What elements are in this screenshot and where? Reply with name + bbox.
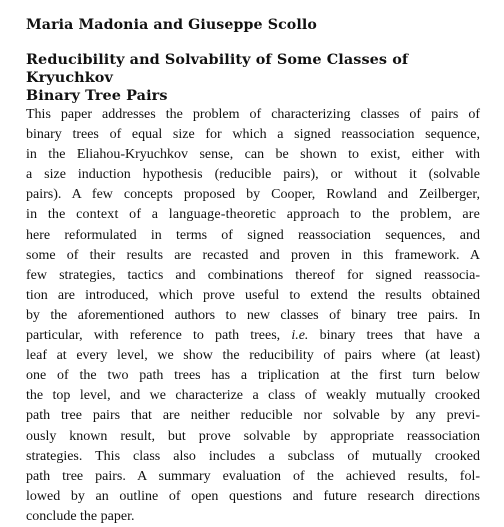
abstract-line: particular, with reference to path trees, i.e. binary trees that have a [26, 328, 480, 344]
abstract-line: tion are introduced, which prove useful to extend the results obtained [26, 287, 480, 303]
abstract [26, 105, 480, 527]
title-line: Reducibility and Solvability of Some Classes of Kryuchkov [26, 51, 409, 86]
abstract-line: conclude the paper. [26, 508, 135, 524]
abstract-line: by the aforementioned authors to new classes of binary tree pairs. In [26, 307, 480, 323]
abstract-line: few strategies, tactics and combinations thereof for signed reassocia- [26, 267, 480, 283]
abstract-line: path tree pairs. A summary evaluation of the achieved results, fol- [26, 468, 480, 484]
abstract-line: here reformulated in terms of signed reassociation sequences, and [26, 227, 480, 243]
abstract-line: in the Eliahou-Kryuchkov sense, can be shown to exist, either with [26, 147, 480, 163]
author-line: Maria Madonia and Giuseppe Scollo [26, 17, 317, 33]
abstract-line: one of the two path trees has a triplication at the first turn below [26, 368, 480, 384]
paper-title [26, 51, 488, 105]
abstract-line: leaf at every level, we show the reducibility of pairs where (at least) [26, 348, 480, 364]
abstract-line: a size induction hypothesis (reducible pairs), or without it (solvable [26, 167, 480, 183]
abstract-line: lowed by an outline of open questions and future research directions [26, 488, 480, 504]
abstract-line: in the context of a language-theoretic approach to the problem, are [26, 207, 480, 223]
abstract-line: ously known result, but prove solvable by appropriate reassociation [26, 428, 480, 444]
abstract-line: some of their results are recasted and proven in this framework. A [26, 247, 480, 263]
abstract-line: This paper addresses the problem of characterizing classes of pairs of [26, 107, 480, 122]
abstract-line: the top level, and we characterize a class of weakly mutually crooked [26, 388, 480, 404]
title-line: Binary Tree Pairs [26, 87, 168, 104]
abstract-line: binary trees of equal size for which a signed reassociation sequence, [26, 127, 480, 143]
abstract-line: path tree pairs that are neither reducible nor solvable by any previ- [26, 408, 480, 424]
abstract-line: pairs). A few concepts proposed by Cooper, Rowland and Zeilberger, [26, 187, 480, 203]
abstract-line: strategies. This class also includes a subclass of mutually crooked [26, 448, 480, 464]
